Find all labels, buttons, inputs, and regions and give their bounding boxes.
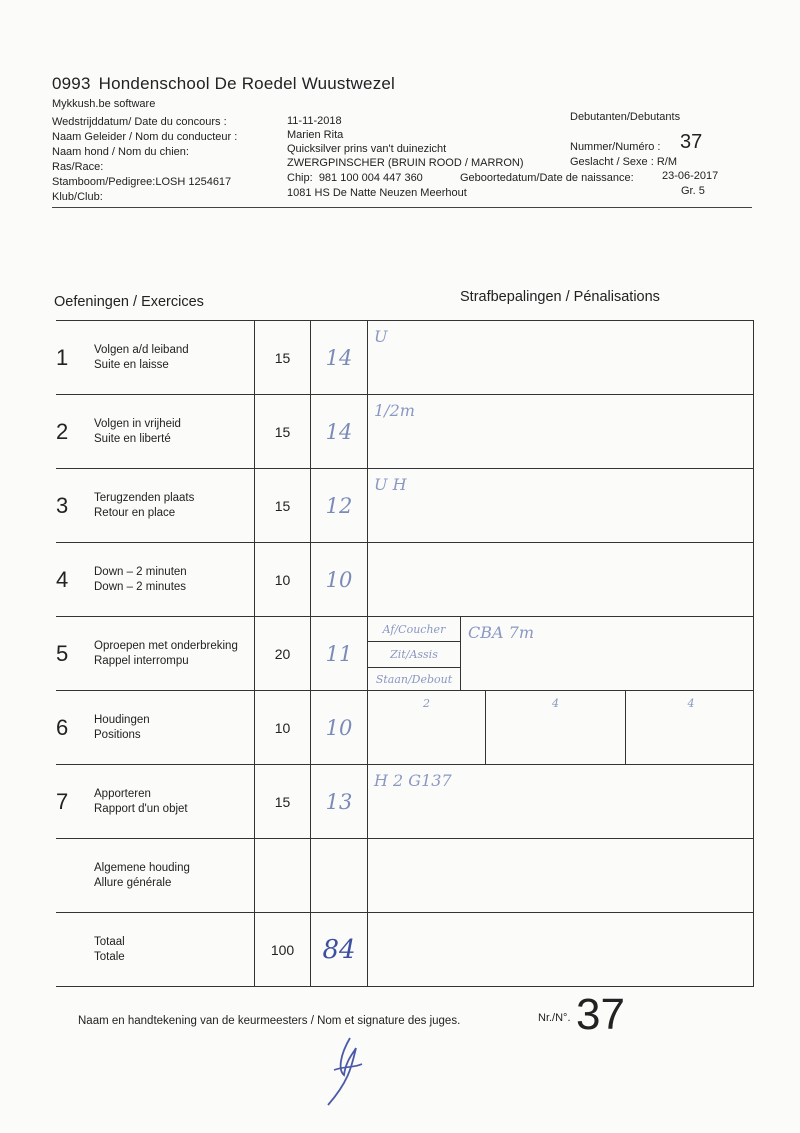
exercise-row <box>56 543 754 617</box>
awarded-score: 13 <box>311 765 368 839</box>
birth-value: 23-06-2017 <box>662 170 719 182</box>
exercise-name <box>94 395 255 469</box>
exercise-row <box>56 913 754 987</box>
exercise-name-fr: Rappel interrompu <box>94 654 189 667</box>
penalty-cell <box>368 765 754 839</box>
number-label: Nummer/Numéro : <box>570 141 661 153</box>
software-credit: Mykkush.be software <box>52 98 156 110</box>
exercise-name-nl: Terugzenden plaats <box>94 491 195 504</box>
recall-position-label: Zit/Assis <box>368 642 460 667</box>
max-points: 15 <box>255 765 311 839</box>
chip-line <box>287 171 423 186</box>
penalty-cell <box>368 321 754 395</box>
awarded-score: 84 <box>311 913 368 987</box>
awarded-score: 14 <box>311 395 368 469</box>
club-number: 0993 <box>52 74 91 93</box>
member-club-value: 1081 HS De Natte Neuzen Meerhout <box>287 187 467 199</box>
exercise-name-nl: Volgen a/d leiband <box>94 343 189 356</box>
exercise-number: 3 <box>56 469 94 543</box>
exercises-heading: Oefeningen / Exercices <box>54 294 204 310</box>
max-points: 10 <box>255 543 311 617</box>
position-count: 4 <box>486 691 626 764</box>
footer-nr-value: 37 <box>576 990 625 1039</box>
exercise-name <box>94 839 255 913</box>
awarded-score: 12 <box>311 469 368 543</box>
judges-caption: Naam en handtekening van de keurmeesters / Nom et signature des juges. <box>78 1015 461 1027</box>
exercise-name-fr: Allure générale <box>94 876 172 889</box>
penalty-note: U <box>374 327 388 346</box>
exercise-name-fr: Down – 2 minutes <box>94 580 187 593</box>
exercise-number: 5 <box>56 617 94 691</box>
judge-signature <box>310 1030 380 1110</box>
exercise-name-nl: Oproepen met onderbreking <box>94 639 238 652</box>
exercise-row <box>56 617 754 691</box>
birth-label: Geboortedatum/Date de naissance: <box>460 172 634 184</box>
penalty-note: CBA 7m <box>468 623 534 642</box>
date-label: Wedstrijddatum/ Date du concours : <box>52 116 227 128</box>
dog-label: Naam hond / Nom du chien: <box>52 146 189 158</box>
max-points: 15 <box>255 321 311 395</box>
exercise-number: 2 <box>56 395 94 469</box>
handler-label: Naam Geleider / Nom du conducteur : <box>52 131 238 143</box>
handler-value: Marien Rita <box>287 129 344 141</box>
exercise-row <box>56 765 754 839</box>
exercise-name-nl: Totaal <box>94 935 125 948</box>
exercise-number: 6 <box>56 691 94 765</box>
dog-value: Quicksilver prins van't duinezicht <box>287 143 447 155</box>
exercise-name-fr: Positions <box>94 728 141 741</box>
position-count: 4 <box>687 697 695 710</box>
penalty-cell <box>368 839 754 913</box>
breed-label: Ras/Race: <box>52 161 104 173</box>
awarded-score: 14 <box>311 321 368 395</box>
exercise-name-fr: Retour en place <box>94 506 176 519</box>
max-points: 100 <box>255 913 311 987</box>
exercise-name <box>94 321 255 395</box>
sex-label: Geslacht / Sexe : R/M <box>570 156 677 168</box>
score-table <box>56 320 754 987</box>
exercise-name-fr: Suite en laisse <box>94 358 169 371</box>
exercise-name <box>94 469 255 543</box>
awarded-score: 10 <box>311 691 368 765</box>
exercise-name-fr: Suite en liberté <box>94 432 171 445</box>
exercise-number: 4 <box>56 543 94 617</box>
club-name: Hondenschool De Roedel Wuustwezel <box>98 74 396 93</box>
exercise-name-nl: Down – 2 minuten <box>94 565 187 578</box>
exercise-name <box>94 543 255 617</box>
recall-positions <box>368 617 461 690</box>
exercise-name-nl: Volgen in vrijheid <box>94 417 181 430</box>
exercise-name <box>94 691 255 765</box>
max-points: 20 <box>255 617 311 691</box>
exercise-number: 7 <box>56 765 94 839</box>
exercise-row <box>56 691 754 765</box>
penalty-note: 1/2m <box>374 401 415 420</box>
exercise-number: 1 <box>56 321 94 395</box>
breed-value: ZWERGPINSCHER (BRUIN ROOD / MARRON) <box>287 157 524 169</box>
exercise-name <box>94 617 255 691</box>
exercise-name <box>94 913 255 987</box>
penalty-cell <box>368 617 754 691</box>
max-points: 15 <box>255 395 311 469</box>
club-title <box>52 74 395 94</box>
exercise-name <box>94 765 255 839</box>
exercise-name-nl: Algemene houding <box>94 861 190 874</box>
penalties-heading: Strafbepalingen / Pénalisations <box>460 289 660 305</box>
exercise-name-nl: Apporteren <box>94 787 151 800</box>
exercise-name-fr: Totale <box>94 950 125 963</box>
exercise-number <box>56 913 94 987</box>
chip-value: 981 100 004 447 360 <box>318 172 423 184</box>
penalty-cell <box>368 395 754 469</box>
penalty-note: H 2 G137 <box>374 771 452 790</box>
exercise-row <box>56 321 754 395</box>
awarded-score: 11 <box>311 617 368 691</box>
club-label: Klub/Club: <box>52 191 103 203</box>
max-points: 10 <box>255 691 311 765</box>
penalty-cell <box>368 543 754 617</box>
header-divider <box>52 207 752 208</box>
max-points <box>255 839 311 913</box>
number-value: 37 <box>680 131 703 153</box>
penalty-cell <box>368 691 754 765</box>
recall-position-label: Af/Coucher <box>368 617 460 642</box>
position-count: 2 <box>368 691 486 764</box>
awarded-score: 10 <box>311 543 368 617</box>
date-value: 11-11-2018 <box>287 115 342 127</box>
footer-nr-label: Nr./N°. <box>538 1012 571 1024</box>
exercise-row <box>56 839 754 913</box>
exercise-row <box>56 469 754 543</box>
group-value: Gr. 5 <box>681 185 705 197</box>
pedigree-label: Stamboom/Pedigree:LOSH 1254617 <box>52 176 232 188</box>
recall-position-label: Staan/Debout <box>375 673 453 687</box>
exercise-number <box>56 839 94 913</box>
category-label: Debutanten/Debutants <box>570 111 681 123</box>
exercise-name-fr: Rapport d'un objet <box>94 802 188 815</box>
penalty-cell <box>368 469 754 543</box>
awarded-score <box>311 839 368 913</box>
exercise-name-nl: Houdingen <box>94 713 150 726</box>
penalty-note: U H <box>374 475 407 494</box>
max-points: 15 <box>255 469 311 543</box>
penalty-cell <box>368 913 754 987</box>
chip-label: Chip: <box>287 172 313 184</box>
exercise-row <box>56 395 754 469</box>
